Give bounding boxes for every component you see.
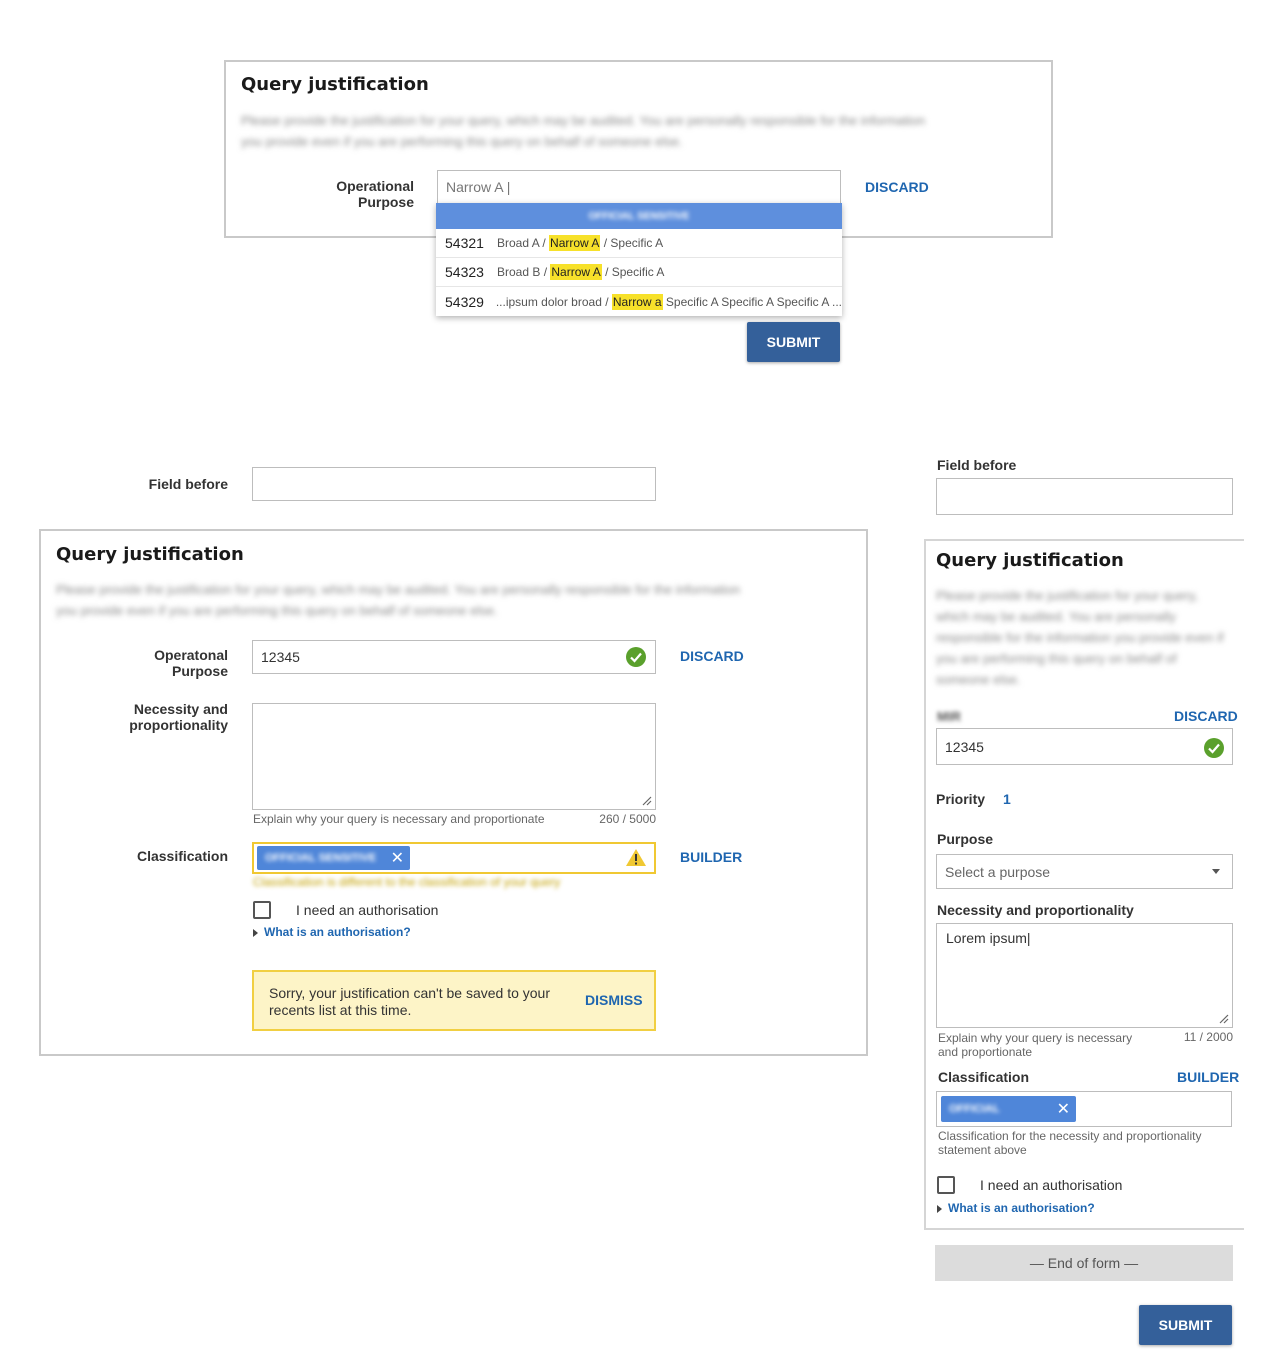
right-authorisation-link[interactable]: What is an authorisation? [937,1201,1095,1215]
purpose-label: Purpose [937,831,994,847]
right-necessity-textarea[interactable]: Lorem ipsum| [936,923,1233,1028]
middle-necessity-label: Necessity and proportionality [129,701,228,733]
right-necessity-label: Necessity and proportionality [937,902,1134,918]
right-discard-link[interactable]: DISCARD [1174,708,1238,724]
priority-value: 1 [1003,791,1011,807]
warning-icon [625,848,647,867]
right-necessity-count: 11 / 2000 [1183,1030,1233,1044]
classification-chip: OFFICIAL SENSITIVE ✕ [257,846,410,870]
dropdown-option[interactable]: 54323 Broad B / Narrow A / Specific A [436,258,842,287]
middle-necessity-textarea[interactable] [252,703,656,810]
top-panel-title: Query justification [241,74,429,95]
mir-label: MIR [937,709,961,724]
priority-label: Priority [936,791,986,807]
right-necessity-hint: Explain why your query is necessary and proportionate [938,1031,1133,1059]
right-authorisation-checkbox[interactable] [937,1176,955,1194]
top-panel-description: Please provide the justification for your query, which may be audited. You are personally responsible for the information you provide even if you are performing this query on behalf of someone else. [241,113,926,149]
right-caret-right-icon [937,1205,942,1213]
remove-chip-icon[interactable]: ✕ [390,850,404,867]
dropdown-arrow-icon [1212,869,1220,874]
dismiss-link[interactable]: DISMISS [585,992,643,1008]
right-panel-description: Please provide the justification for your query, which may be audited. You are personally responsible for the information you provide even if you are performing this query on behalf of someone else. [936,588,1224,687]
middle-classification-label: Classification [136,848,228,864]
right-field-before-label: Field before [937,457,1017,473]
top-purpose-label: Operational Purpose [336,178,414,210]
right-submit-button[interactable]: SUBMIT [1139,1305,1232,1345]
top-purpose-input[interactable]: Narrow A | [437,170,841,204]
end-of-form-bar: — End of form — [935,1245,1233,1281]
middle-necessity-count: 260 / 5000 [599,812,656,826]
valid-check-icon [626,647,646,667]
field-before-input[interactable] [252,467,656,501]
middle-purpose-input[interactable]: 12345 [252,640,656,674]
dropdown-option[interactable]: 54321 Broad A / Narrow A / Specific A [436,229,842,258]
purpose-select[interactable]: Select a purpose [936,854,1233,889]
middle-panel-title: Query justification [56,544,244,565]
caret-right-icon [253,929,258,937]
right-resize-handle-icon[interactable] [1217,1012,1229,1024]
middle-panel-description: Please provide the justification for your query, which may be audited. You are personally responsible for the information you provide even if you are performing this query on behalf of someone else. [56,582,741,618]
alert-text: Sorry, your justification can't be saved to your recents list at this time. [269,985,550,1018]
right-classification-hint: Classification for the necessity and proportionality statement above [938,1129,1202,1157]
mir-input[interactable]: 12345 [936,728,1233,765]
top-discard-link[interactable]: DISCARD [865,179,929,195]
resize-handle-icon[interactable] [640,794,652,806]
right-valid-check-icon [1204,738,1224,758]
classification-warning-text: Classification is different to the classification of your query [253,875,561,889]
dropdown-header: OFFICIAL SENSITIVE [436,203,842,229]
middle-builder-link[interactable]: BUILDER [680,849,743,865]
middle-necessity-hint: Explain why your query is necessary and proportionate [253,812,545,826]
purpose-dropdown [436,203,842,316]
middle-purpose-label: Operatonal Purpose [154,647,228,679]
middle-authorisation-label: I need an authorisation [296,902,439,918]
field-before-label: Field before [148,476,228,492]
right-field-before-input[interactable] [936,478,1233,515]
top-submit-button[interactable]: SUBMIT [747,322,840,362]
middle-authorisation-checkbox[interactable] [253,901,271,919]
right-remove-chip-icon[interactable]: ✕ [1056,1101,1070,1118]
right-classification-chip: OFFICIAL ✕ [941,1096,1076,1122]
right-authorisation-label: I need an authorisation [980,1177,1123,1193]
right-classification-label: Classification [938,1069,1030,1085]
right-panel-title: Query justification [936,550,1124,571]
middle-discard-link[interactable]: DISCARD [680,648,744,664]
dropdown-option[interactable]: 54329 ...ipsum dolor broad / Narrow a Specific A Specific A Specific A ... [445,293,842,310]
right-builder-link[interactable]: BUILDER [1177,1069,1240,1085]
middle-authorisation-link[interactable]: What is an authorisation? [253,925,411,939]
